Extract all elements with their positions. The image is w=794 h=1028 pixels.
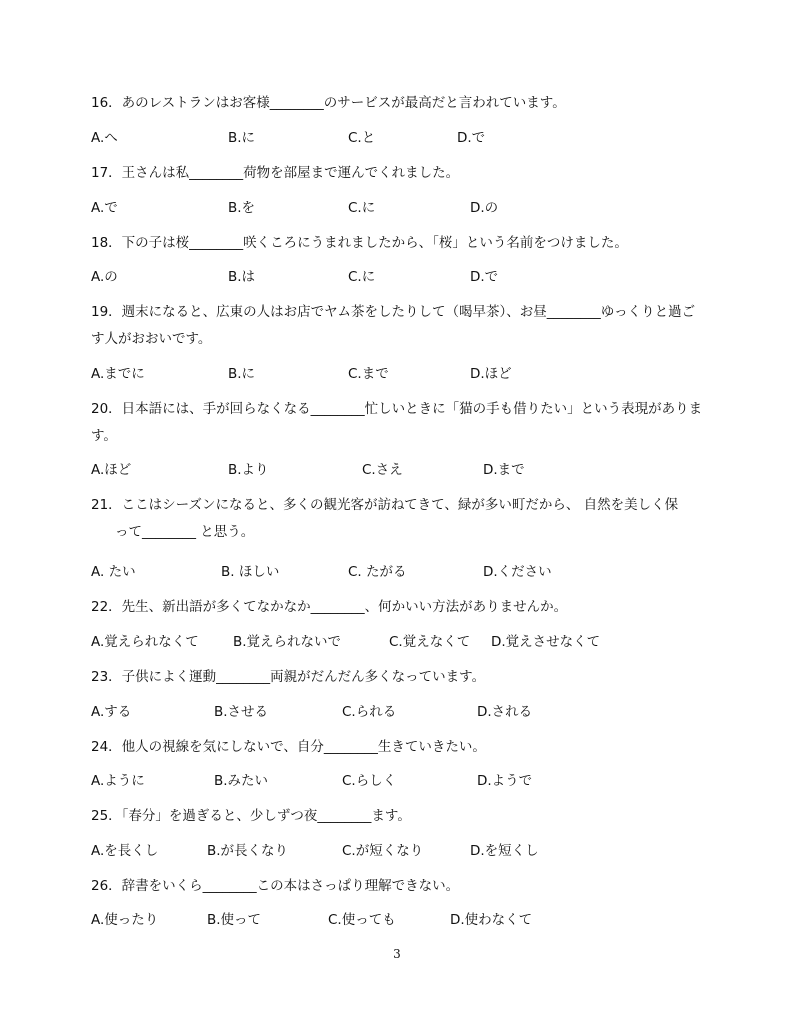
question-20-option-b: B.より <box>228 462 269 478</box>
question-17-option-d: D.の <box>470 200 499 216</box>
question-24-option-b: B.みたい <box>214 773 269 789</box>
question-21-option-d: D.ください <box>483 564 552 580</box>
question-20-option-a: A.ほど <box>91 462 132 478</box>
question-21-stem-line-1: 21．ここはシーズンになると、多くの観光客が訪ねてきて、緑が多い町だから、 自然を美しく保 <box>91 497 679 513</box>
question-23-option-d: D.される <box>477 704 533 720</box>
question-26-option-d: D.使わなくて <box>450 912 533 928</box>
question-23-option-b: B.させる <box>214 704 269 720</box>
question-25-option-a: A.を長くし <box>91 843 159 859</box>
question-16-stem: 16．あのレストランはお客様________のサービスが最高だと言われています。 <box>91 95 566 111</box>
question-20-option-c: C.さえ <box>362 462 403 478</box>
question-19-option-d: D.ほど <box>470 366 512 382</box>
question-17-option-b: B.を <box>228 200 256 216</box>
page-number: 3 <box>393 947 401 961</box>
question-23-option-a: A.する <box>91 704 132 720</box>
question-17-option-a: A.で <box>91 200 118 216</box>
question-18-stem: 18．下の子は桜________咲くころにうまれましたから、「桜」という名前をつけました。 <box>91 235 628 251</box>
question-18-option-b: B.は <box>228 269 256 285</box>
question-19-option-c: C.まで <box>348 366 389 382</box>
question-19-stem-line-2: す人がおおいです。 <box>91 331 212 347</box>
question-25-stem: 25．「春分」を過ぎると、少しずつ夜________ます。 <box>91 808 411 824</box>
question-21-option-a: A. たい <box>91 564 136 580</box>
question-21-option-b: B. ほしい <box>221 564 280 580</box>
question-18-option-c: C.に <box>348 269 376 285</box>
question-16-option-a: A.へ <box>91 130 118 146</box>
question-26-option-c: C.使っても <box>328 912 396 928</box>
question-16-option-d: D.で <box>457 130 486 146</box>
question-19-option-b: B.に <box>228 366 256 382</box>
question-16-option-c: C.と <box>348 130 376 146</box>
question-25-option-d: D.を短くし <box>470 843 539 859</box>
question-22-option-a: A.覚えられなくて <box>91 634 199 650</box>
question-22-stem: 22．先生、新出語が多くてなかなか________、何かいい方法がありませんか。 <box>91 599 568 615</box>
question-19-stem-line-1: 19．週末になると、広東の人はお店でヤム茶をしたりして（喝早茶）、お昼________ゆっくりと過ご <box>91 304 696 320</box>
question-26-option-a: A.使ったり <box>91 912 159 928</box>
question-18-option-a: A.の <box>91 269 118 285</box>
question-18-option-d: D.で <box>470 269 499 285</box>
question-25-option-b: B.が長くなり <box>207 843 289 859</box>
question-24-option-a: A.ように <box>91 773 145 789</box>
question-16-option-b: B.に <box>228 130 256 146</box>
question-21-stem-line-2: って________ と思う。 <box>115 524 255 540</box>
question-26-option-b: B.使って <box>207 912 262 928</box>
question-26-stem: 26．辞書をいくら________この本はさっぱり理解できない。 <box>91 878 460 894</box>
question-23-stem: 23．子供によく運動________両親がだんだん多くなっています。 <box>91 669 486 685</box>
question-21-option-c: C. たがる <box>348 564 407 580</box>
question-25-option-c: C.が短くなり <box>342 843 424 859</box>
question-20-option-d: D.まで <box>483 462 525 478</box>
question-20-stem-line-2: す。 <box>91 428 117 444</box>
question-22-option-c: C.覚えなくて <box>389 634 471 650</box>
question-19-option-a: A.までに <box>91 366 145 382</box>
question-24-stem: 24．他人の視線を気にしないで、自分________生きていきたい。 <box>91 739 486 755</box>
question-17-stem: 17．王さんは私________荷物を部屋まで運んでくれました。 <box>91 165 460 181</box>
question-24-option-c: C.らしく <box>342 773 397 789</box>
question-22-option-d: D.覚えさせなくて <box>491 634 601 650</box>
question-17-option-c: C.に <box>348 200 376 216</box>
question-22-option-b: B.覚えられないで <box>233 634 342 650</box>
question-24-option-d: D.ようで <box>477 773 533 789</box>
question-20-stem-line-1: 20．日本語には、手が回らなくなる________忙しいときに「猫の手も借りたい」という表現がありま <box>91 401 703 417</box>
question-23-option-c: C.られる <box>342 704 397 720</box>
